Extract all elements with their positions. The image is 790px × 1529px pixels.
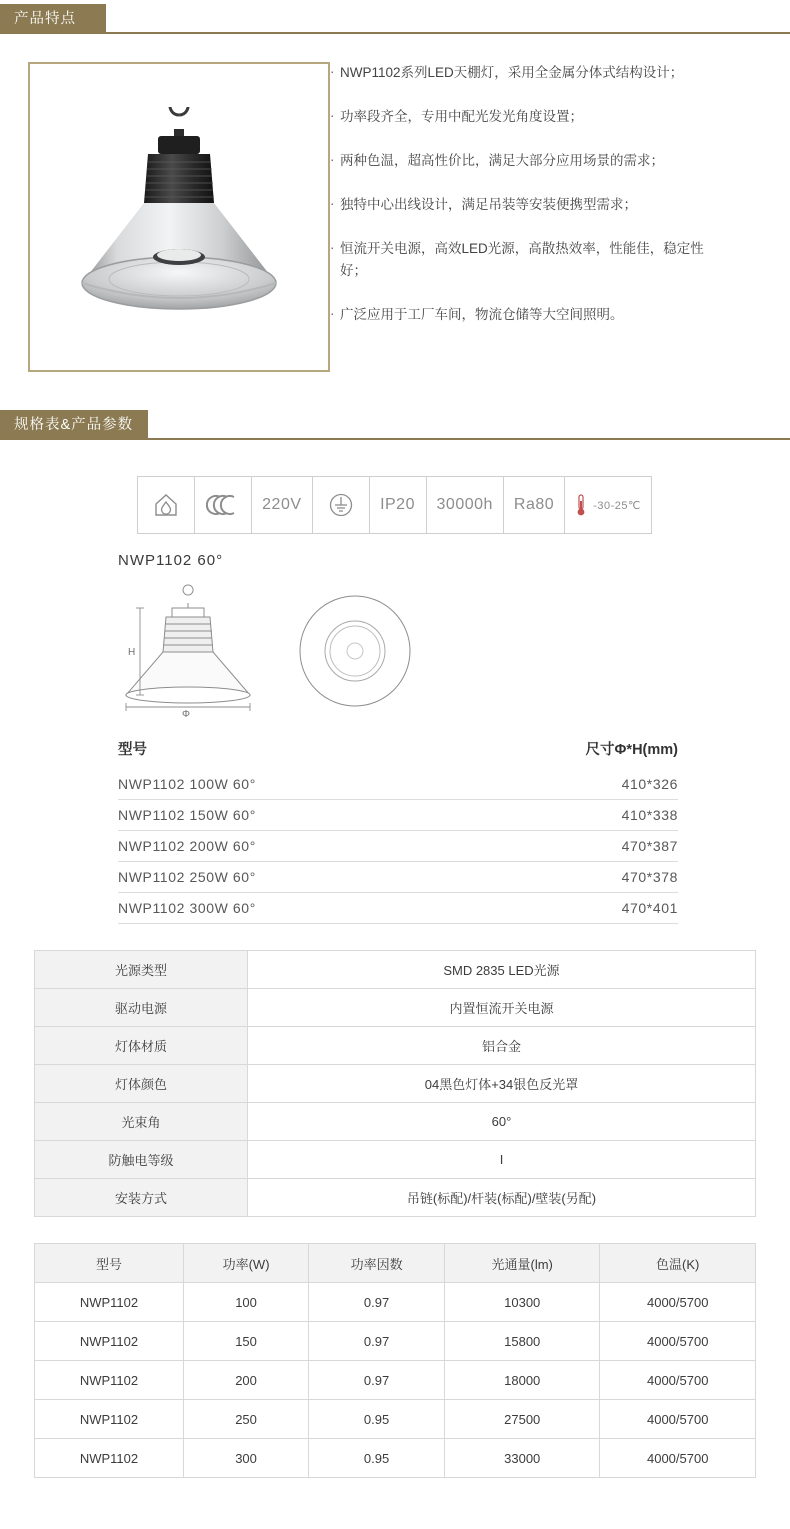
voltage-badge: 220V <box>251 476 312 534</box>
param-value: 内置恒流开关电源 <box>248 989 756 1027</box>
section-header-features <box>0 4 790 34</box>
param-value: SMD 2835 LED光源 <box>248 951 756 989</box>
col-model: 型号 <box>118 742 147 758</box>
table-row <box>35 989 756 1027</box>
cell-power-factor: 0.97 <box>309 1322 445 1361</box>
table-row <box>35 1065 756 1103</box>
technical-drawing <box>110 579 790 724</box>
section-header-specs <box>0 410 790 440</box>
features-block <box>0 34 790 392</box>
cell-cct: 4000/5700 <box>600 1400 756 1439</box>
diameter-label: Φ <box>182 709 190 719</box>
param-label: 光束角 <box>35 1103 248 1141</box>
cell-model: NWP1102 250W 60° <box>118 862 453 893</box>
col-power-factor: 功率因数 <box>309 1244 445 1283</box>
temperature-badge <box>564 476 652 534</box>
param-value: 铝合金 <box>248 1027 756 1065</box>
parameter-table <box>34 950 756 1217</box>
cell-lumen: 18000 <box>445 1361 600 1400</box>
section-title-features: 产品特点 <box>0 4 106 34</box>
cell-model: NWP1102 <box>35 1439 184 1478</box>
cell-size: 470*387 <box>453 831 678 862</box>
cri-badge: Ra80 <box>503 476 565 534</box>
table-row <box>35 1027 756 1065</box>
cell-model: NWP1102 <box>35 1361 184 1400</box>
highbay-lamp-image <box>64 107 294 327</box>
cell-size: 470*401 <box>453 893 678 924</box>
lifespan-badge: 30000h <box>426 476 504 534</box>
param-label: 驱动电源 <box>35 989 248 1027</box>
cell-model: NWP1102 300W 60° <box>118 893 453 924</box>
cell-size: 410*338 <box>453 800 678 831</box>
param-value: 60° <box>248 1103 756 1141</box>
cell-model: NWP1102 <box>35 1400 184 1439</box>
cell-power-factor: 0.97 <box>309 1283 445 1322</box>
table-row <box>118 831 678 862</box>
col-size: 尺寸Φ*H(mm) <box>585 742 678 758</box>
param-value: I <box>248 1141 756 1179</box>
electrical-spec-table <box>34 1243 756 1478</box>
list-item: · NWP1102系列LED天棚灯，采用全金属分体式结构设计； <box>330 62 730 84</box>
cell-power: 250 <box>183 1400 308 1439</box>
param-label: 灯体颜色 <box>35 1065 248 1103</box>
cell-size: 410*326 <box>453 769 678 800</box>
list-item: · 功率段齐全，专用中配光发光角度设置； <box>330 106 730 128</box>
param-label: 防触电等级 <box>35 1141 248 1179</box>
dimension-table <box>118 732 678 924</box>
model-title: NWP1102 60° <box>118 552 224 569</box>
param-label: 光源类型 <box>35 951 248 989</box>
param-label: 灯体材质 <box>35 1027 248 1065</box>
table-row <box>35 1439 756 1478</box>
cell-lumen: 15800 <box>445 1322 600 1361</box>
temperature-label: -30-25℃ <box>593 499 641 512</box>
list-item: · 独特中心出线设计，满足吊装等安装便携型需求； <box>330 194 730 216</box>
param-label: 安装方式 <box>35 1179 248 1217</box>
cell-power: 100 <box>183 1283 308 1322</box>
cell-cct: 4000/5700 <box>600 1322 756 1361</box>
table-row <box>35 1283 756 1322</box>
product-photo-frame <box>28 62 330 372</box>
list-item: · 恒流开关电源，高效LED光源，高散热效率，性能佳，稳定性好； <box>330 238 730 282</box>
cell-cct: 4000/5700 <box>600 1439 756 1478</box>
cell-lumen: 33000 <box>445 1439 600 1478</box>
cell-model: NWP1102 <box>35 1283 184 1322</box>
badge-row <box>0 476 790 534</box>
param-value: 吊链(标配)/杆装(标配)/壁装(另配) <box>248 1179 756 1217</box>
cell-power-factor: 0.95 <box>309 1400 445 1439</box>
table-row <box>118 893 678 924</box>
cell-cct: 4000/5700 <box>600 1283 756 1322</box>
cell-power-factor: 0.95 <box>309 1439 445 1478</box>
cell-model: NWP1102 200W 60° <box>118 831 453 862</box>
cell-model: NWP1102 100W 60° <box>118 769 453 800</box>
cell-model: NWP1102 <box>35 1322 184 1361</box>
table-row <box>118 769 678 800</box>
cell-power-factor: 0.97 <box>309 1361 445 1400</box>
table-row <box>35 1322 756 1361</box>
table-row <box>35 951 756 989</box>
col-lumen: 光通量(lm) <box>445 1244 600 1283</box>
cell-size: 470*378 <box>453 862 678 893</box>
cell-model: NWP1102 150W 60° <box>118 800 453 831</box>
col-model: 型号 <box>35 1244 184 1283</box>
height-label: H <box>128 647 136 658</box>
table-header-row <box>35 1244 756 1283</box>
col-power: 功率(W) <box>183 1244 308 1283</box>
table-row <box>118 800 678 831</box>
table-row <box>35 1141 756 1179</box>
feature-list <box>330 62 770 372</box>
section-title-specs: 规格表&产品参数 <box>0 410 148 440</box>
param-value: 04黑色灯体+34银色反光罩 <box>248 1065 756 1103</box>
grounding-icon <box>312 476 370 534</box>
cell-lumen: 10300 <box>445 1283 600 1322</box>
table-row <box>35 1103 756 1141</box>
table-row <box>35 1361 756 1400</box>
bottom-spacer <box>0 1478 790 1504</box>
cell-power: 300 <box>183 1439 308 1478</box>
cell-power: 200 <box>183 1361 308 1400</box>
ip-rating-badge: IP20 <box>369 476 427 534</box>
table-row <box>35 1400 756 1439</box>
cell-lumen: 27500 <box>445 1400 600 1439</box>
table-row <box>35 1179 756 1217</box>
table-header-row <box>118 732 678 769</box>
waterproof-house-icon <box>137 476 195 534</box>
list-item: · 两种色温，超高性价比，满足大部分应用场景的需求； <box>330 150 730 172</box>
col-cct: 色温(K) <box>600 1244 756 1283</box>
list-item: · 广泛应用于工厂车间，物流仓储等大空间照明。 <box>330 304 730 326</box>
cell-cct: 4000/5700 <box>600 1361 756 1400</box>
cell-power: 150 <box>183 1322 308 1361</box>
table-row <box>118 862 678 893</box>
ccc-icon <box>194 476 252 534</box>
